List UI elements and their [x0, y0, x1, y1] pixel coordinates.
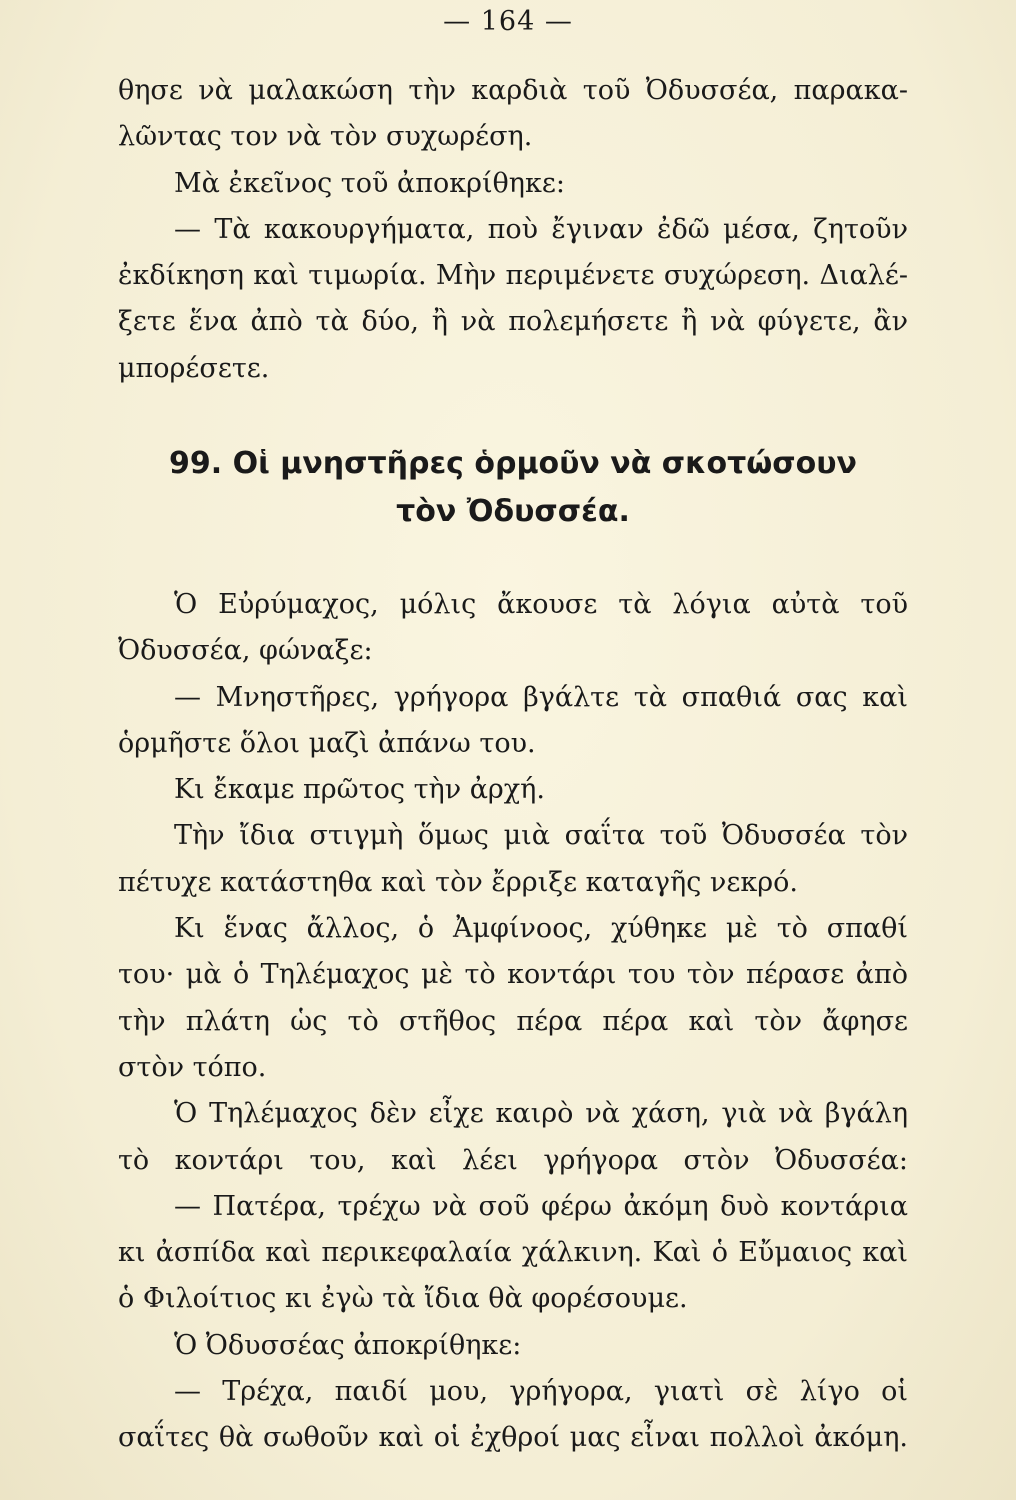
- text-line: στὸν τόπο.: [118, 1051, 267, 1083]
- page-number: — 164 —: [443, 6, 573, 37]
- text-line: Κι ἔκαμε πρῶτος τὴν ἀρχή.: [174, 774, 545, 806]
- text-line: κι ἀσπίδα καὶ περικεφαλαία χάλκινη. Καὶ ὁ Εὔμαιος καὶ: [118, 1237, 908, 1269]
- heading-line-2: τὸν Ὀδυσσέα.: [396, 494, 630, 529]
- text-line: θησε νὰ μαλακώση τὴν καρδιὰ τοῦ Ὀδυσσέα, παρακα-: [118, 75, 908, 106]
- text-line: λῶντας τον νὰ τὸν συχωρέση.: [118, 121, 533, 153]
- text-line: — Πατέρα, τρέχω νὰ σοῦ φέρω ἀκόμη δυὸ κοντάρια: [174, 1190, 908, 1222]
- text-line: ὁρμῆστε ὅλοι μαζὶ ἀπάνω του.: [118, 727, 536, 759]
- body-paragraphs: [118, 582, 908, 1462]
- text-line: Ὀδυσσέα, φώναξε:: [118, 635, 373, 667]
- text-line: ξετε ἕνα ἀπὸ τὰ δύο, ἢ νὰ πολεμήσετε ἢ νὰ φύγετε, ἂν: [118, 306, 908, 338]
- text-line: πέτυχε κατάστηθα καὶ τὸν ἔρριξε καταγῆς νεκρό.: [118, 866, 798, 898]
- text-line: τὸ κοντάρι του, καὶ λέει γρήγορα στὸν Ὀδυσσέα:: [118, 1144, 908, 1176]
- text-line: σαΐτες θὰ σωθοῦν καὶ οἱ ἐχθροί μας εἶναι πολλοὶ ἀκόμη.: [118, 1422, 908, 1454]
- text-line: του· μὰ ὁ Τηλέμαχος μὲ τὸ κοντάρι του τὸν πέρασε ἀπὸ: [118, 959, 908, 991]
- text-line: Ὁ Εὐρύμαχος, μόλις ἄκουσε τὰ λόγια αὐτὰ τοῦ: [174, 589, 908, 620]
- text-line: τὴν πλάτη ὡς τὸ στῆθος πέρα πέρα καὶ τὸν ἄφησε: [118, 1005, 908, 1037]
- text-line: Μὰ ἐκεῖνος τοῦ ἀποκρίθηκε:: [174, 167, 565, 199]
- text-line: Ὁ Τηλέμαχος δὲν εἶχε καιρὸ νὰ χάση, γιὰ νὰ βγάλη: [174, 1098, 908, 1130]
- text-line: Ὁ Ὀδυσσέας ἀποκρίθηκε:: [174, 1329, 522, 1361]
- text-line: ἐκδίκηση καὶ τιμωρία. Μὴν περιμένετε συχώρεση. Διαλέ-: [118, 260, 908, 292]
- text-line: Τὴν ἴδια στιγμὴ ὅμως μιὰ σαΐτα τοῦ Ὀδυσσέα τὸν: [174, 820, 908, 852]
- text-line: — Μνηστῆρες, γρήγορα βγάλτε τὰ σπαθιά σας καὶ: [174, 681, 908, 713]
- top-paragraphs: [118, 68, 908, 392]
- text-line: μπορέσετε.: [118, 352, 270, 384]
- text-line: — Τρέχα, παιδί μου, γρήγορα, γιατὶ σὲ λίγο οἱ: [174, 1376, 908, 1408]
- text-line: Κι ἕνας ἄλλος, ὁ Ἀμφίνοος, χύθηκε μὲ τὸ σπαθί: [174, 913, 908, 945]
- text-line: — Τὰ κακουργήματα, ποὺ ἔγιναν ἐδῶ μέσα, ζητοῦν: [174, 213, 908, 245]
- text-line: ὁ Φιλοίτιος κι ἐγὼ τὰ ἴδια θὰ φορέσουμε.: [118, 1283, 688, 1315]
- heading-line-1: 99. Οἱ μνηστῆρες ὁρμοῦν νὰ σκοτώσουν: [169, 446, 857, 481]
- section-heading: [118, 440, 908, 536]
